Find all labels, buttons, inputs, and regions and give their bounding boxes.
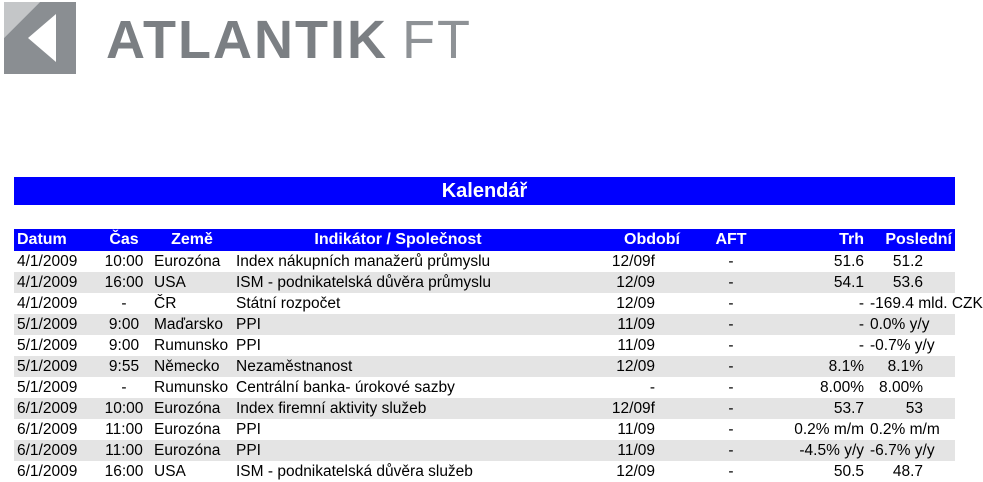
cell-aft: - xyxy=(683,251,779,272)
cell-datum: 5/1/2009 xyxy=(14,377,97,398)
cell-trh: 53.7 xyxy=(779,398,867,419)
cell-zeme: Eurozóna xyxy=(151,419,233,440)
cell-zeme: Eurozóna xyxy=(151,398,233,419)
cell-cas: 11:00 xyxy=(97,419,151,440)
cell-cas: - xyxy=(97,293,151,314)
cell-aft: - xyxy=(683,293,779,314)
cell-trh: 8.00% xyxy=(779,377,867,398)
column-header-indikator: Indikátor / Společnost xyxy=(233,229,563,251)
cell-cas: 11:00 xyxy=(97,440,151,461)
cell-zeme: USA xyxy=(151,461,233,482)
cell-obdobi: 11/09 xyxy=(563,335,683,356)
brand-name xyxy=(106,10,472,70)
cell-obdobi: 12/09f xyxy=(563,398,683,419)
cell-aft: - xyxy=(683,335,779,356)
cell-indikator: Index nákupních manažerů průmyslu xyxy=(233,251,563,272)
cell-posledni: 0.2% m/m xyxy=(867,419,955,440)
calendar-table xyxy=(14,229,983,482)
cell-indikator: Státní rozpočet xyxy=(233,293,563,314)
cell-obdobi: 12/09 xyxy=(563,293,683,314)
cell-aft: - xyxy=(683,377,779,398)
cell-obdobi: 12/09 xyxy=(563,272,683,293)
cell-datum: 4/1/2009 xyxy=(14,251,97,272)
cell-cas: - xyxy=(97,377,151,398)
atlantik-logo-mark-icon xyxy=(4,2,76,74)
cell-trh: 50.5 xyxy=(779,461,867,482)
cell-trh: 54.1 xyxy=(779,272,867,293)
cell-datum: 4/1/2009 xyxy=(14,293,97,314)
cell-aft: - xyxy=(683,314,779,335)
cell-indikator: ISM - podnikatelská důvěra průmyslu xyxy=(233,272,563,293)
cell-indikator: PPI xyxy=(233,314,563,335)
cell-trh: 8.1% xyxy=(779,356,867,377)
cell-trh: 51.6 xyxy=(779,251,867,272)
table-row xyxy=(14,335,955,356)
cell-posledni: 8.00% xyxy=(867,377,955,398)
cell-zeme: Maďarsko xyxy=(151,314,233,335)
column-header-zeme: Země xyxy=(151,229,233,251)
cell-indikator: ISM - podnikatelská důvěra služeb xyxy=(233,461,563,482)
cell-obdobi: 12/09 xyxy=(563,356,683,377)
cell-cas: 16:00 xyxy=(97,461,151,482)
cell-cas: 10:00 xyxy=(97,251,151,272)
calendar-title: Kalendář xyxy=(14,177,955,205)
cell-zeme: Eurozóna xyxy=(151,440,233,461)
cell-indikator: Centrální banka- úrokové sazby xyxy=(233,377,563,398)
table-row xyxy=(14,440,955,461)
brand-name-main: ATLANTIK xyxy=(106,10,388,70)
cell-trh: - xyxy=(779,314,867,335)
cell-zeme: ČR xyxy=(151,293,233,314)
cell-posledni: 51.2 xyxy=(867,251,955,272)
cell-cas: 16:00 xyxy=(97,272,151,293)
cell-datum: 6/1/2009 xyxy=(14,419,97,440)
cell-indikator: Index firemní aktivity služeb xyxy=(233,398,563,419)
column-header-trh: Trh xyxy=(779,229,867,251)
cell-aft: - xyxy=(683,419,779,440)
cell-posledni: -0.7% y/y xyxy=(867,335,955,356)
cell-indikator: PPI xyxy=(233,419,563,440)
column-header-aft: AFT xyxy=(683,229,779,251)
cell-aft: - xyxy=(683,461,779,482)
cell-obdobi: 12/09 xyxy=(563,461,683,482)
cell-posledni: 53 xyxy=(867,398,955,419)
cell-aft: - xyxy=(683,398,779,419)
column-header-posledni: Poslední xyxy=(867,229,955,251)
cell-datum: 4/1/2009 xyxy=(14,272,97,293)
cell-aft: - xyxy=(683,356,779,377)
cell-trh: - xyxy=(779,335,867,356)
table-row xyxy=(14,377,955,398)
brand-logo xyxy=(4,2,472,76)
table-row xyxy=(14,251,955,272)
cell-trh: - xyxy=(779,293,867,314)
cell-indikator: Nezaměstnanost xyxy=(233,356,563,377)
table-row xyxy=(14,293,955,314)
table-row xyxy=(14,398,955,419)
cell-posledni: -6.7% y/y xyxy=(867,440,955,461)
cell-posledni: 53.6 xyxy=(867,272,955,293)
cell-zeme: USA xyxy=(151,272,233,293)
cell-cas: 9:00 xyxy=(97,335,151,356)
cell-zeme: Rumunsko xyxy=(151,377,233,398)
cell-indikator: PPI xyxy=(233,440,563,461)
cell-posledni: 8.1% xyxy=(867,356,955,377)
table-row xyxy=(14,461,955,482)
cell-posledni: -169.4 mld. CZK xyxy=(867,293,955,314)
column-header-cas: Čas xyxy=(97,229,151,251)
cell-obdobi: 12/09f xyxy=(563,251,683,272)
cell-datum: 5/1/2009 xyxy=(14,335,97,356)
cell-indikator: PPI xyxy=(233,335,563,356)
cell-trh: 0.2% m/m xyxy=(779,419,867,440)
cell-cas: 9:00 xyxy=(97,314,151,335)
cell-datum: 6/1/2009 xyxy=(14,461,97,482)
cell-zeme: Eurozóna xyxy=(151,251,233,272)
table-row xyxy=(14,272,955,293)
cell-obdobi: 11/09 xyxy=(563,419,683,440)
cell-datum: 6/1/2009 xyxy=(14,440,97,461)
cell-obdobi: 11/09 xyxy=(563,314,683,335)
cell-posledni: 0.0% y/y xyxy=(867,314,955,335)
cell-cas: 9:55 xyxy=(97,356,151,377)
table-row xyxy=(14,356,955,377)
cell-zeme: Německo xyxy=(151,356,233,377)
cell-datum: 5/1/2009 xyxy=(14,314,97,335)
table-body xyxy=(14,251,983,482)
cell-datum: 5/1/2009 xyxy=(14,356,97,377)
cell-datum: 6/1/2009 xyxy=(14,398,97,419)
brand-name-suffix: FT xyxy=(401,10,472,70)
cell-aft: - xyxy=(683,440,779,461)
cell-posledni: 48.7 xyxy=(867,461,955,482)
column-header-datum: Datum xyxy=(14,229,97,251)
cell-aft: - xyxy=(683,272,779,293)
column-header-obdobi: Období xyxy=(563,229,683,251)
cell-cas: 10:00 xyxy=(97,398,151,419)
table-row xyxy=(14,314,955,335)
table-header-row xyxy=(14,229,955,251)
table-row xyxy=(14,419,955,440)
cell-zeme: Rumunsko xyxy=(151,335,233,356)
cell-trh: -4.5% y/y xyxy=(779,440,867,461)
cell-obdobi: - xyxy=(563,377,683,398)
cell-obdobi: 11/09 xyxy=(563,440,683,461)
